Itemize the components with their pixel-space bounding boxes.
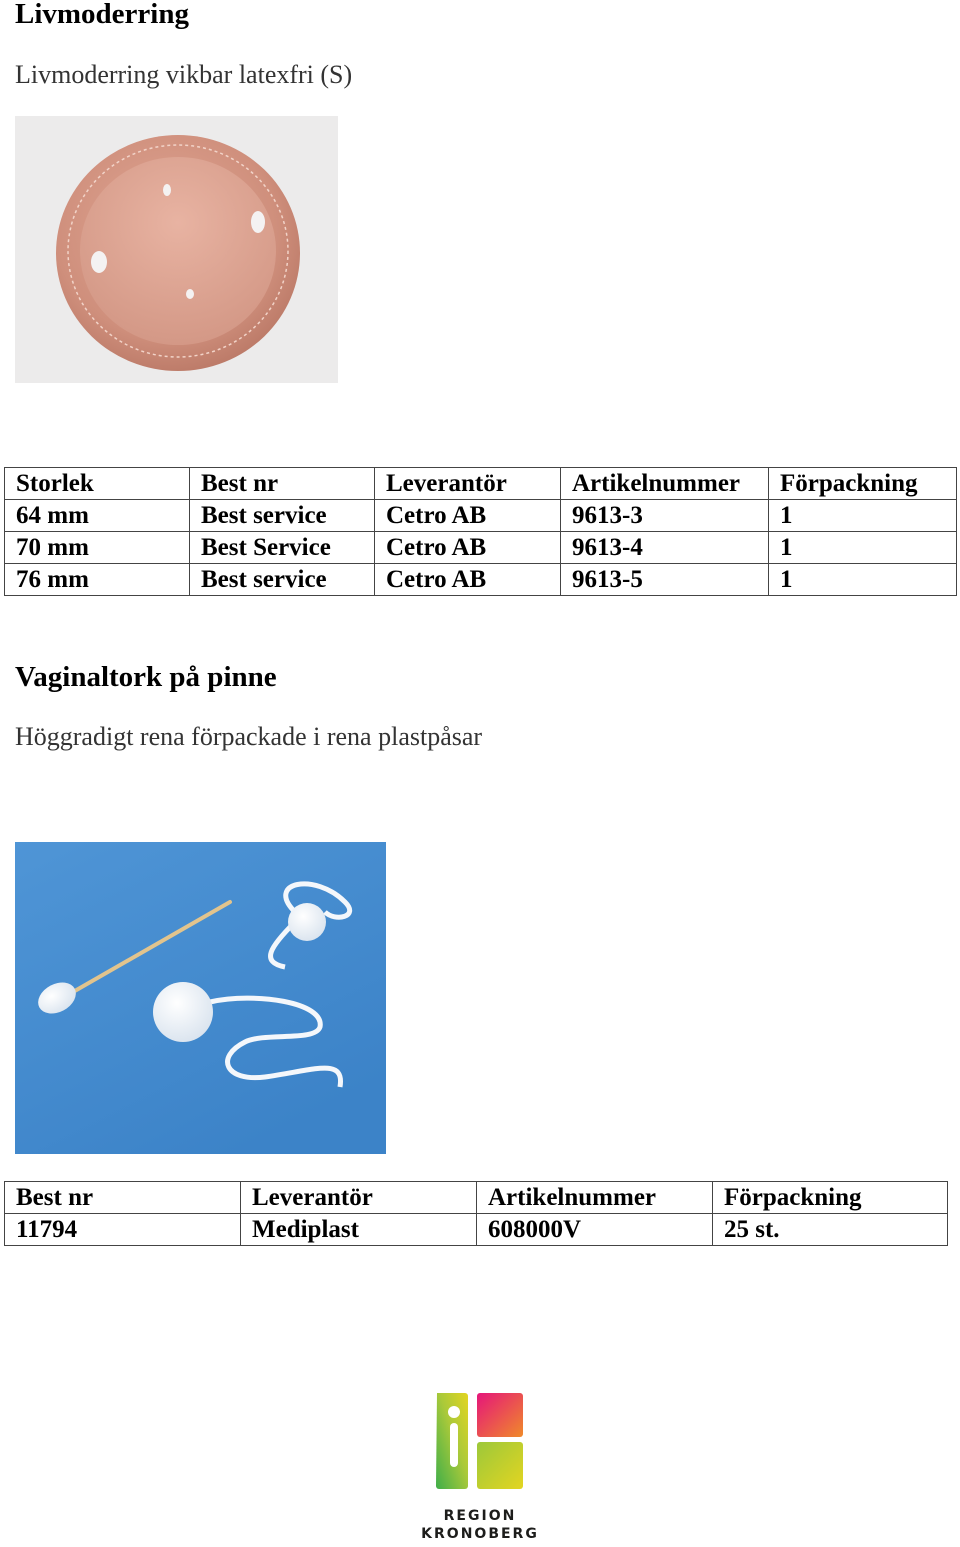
- table-row: [5, 532, 957, 564]
- table-header-cell: Storlek: [5, 468, 190, 500]
- table-cell: Cetro AB: [375, 564, 561, 596]
- region-kronoberg-logo: [410, 1390, 550, 1542]
- table-cell: 9613-3: [561, 500, 769, 532]
- table-cell: 11794: [5, 1214, 241, 1246]
- table-header-cell: Artikelnummer: [477, 1182, 713, 1214]
- table-header-cell: Leverantör: [241, 1182, 477, 1214]
- logo-text-region: REGION: [443, 1508, 517, 1524]
- table-cell: 1: [769, 532, 957, 564]
- section-subtitle: Höggradigt rena förpackade i rena plastpåsar: [15, 722, 483, 751]
- table-cell: 76 mm: [5, 564, 190, 596]
- table-cell: 1: [769, 500, 957, 532]
- table-header-cell: Förpackning: [713, 1182, 948, 1214]
- table-header-row: [5, 1182, 948, 1214]
- table-cell: 25 st.: [713, 1214, 948, 1246]
- table-cell: Cetro AB: [375, 500, 561, 532]
- table-header-cell: Leverantör: [375, 468, 561, 500]
- table-cell: Best service: [190, 500, 375, 532]
- table-cell: Best Service: [190, 532, 375, 564]
- table-header-row: [5, 468, 957, 500]
- table-cell: 9613-4: [561, 532, 769, 564]
- table-row: [5, 500, 957, 532]
- table-cell: Mediplast: [241, 1214, 477, 1246]
- pessary-table: [4, 467, 957, 596]
- table-header-cell: Best nr: [5, 1182, 241, 1214]
- section-title: Vaginaltork på pinne: [15, 661, 277, 693]
- table-header-cell: Artikelnummer: [561, 468, 769, 500]
- table-cell: 70 mm: [5, 532, 190, 564]
- table-cell: 1: [769, 564, 957, 596]
- table-cell: Cetro AB: [375, 532, 561, 564]
- pessary-image: [15, 116, 338, 383]
- page-title: Livmoderring: [15, 0, 189, 30]
- table-cell: 608000V: [477, 1214, 713, 1246]
- table-header-cell: Best nr: [190, 468, 375, 500]
- swab-image: [15, 842, 386, 1154]
- table-cell: Best service: [190, 564, 375, 596]
- table-row: [5, 564, 957, 596]
- swab-table: [4, 1181, 948, 1246]
- table-cell: 64 mm: [5, 500, 190, 532]
- product-subtitle: Livmoderring vikbar latexfri (S): [15, 60, 353, 89]
- table-row: [5, 1214, 948, 1246]
- table-cell: 9613-5: [561, 564, 769, 596]
- logo-text-kronoberg: KRONOBERG: [421, 1526, 539, 1542]
- table-header-cell: Förpackning: [769, 468, 957, 500]
